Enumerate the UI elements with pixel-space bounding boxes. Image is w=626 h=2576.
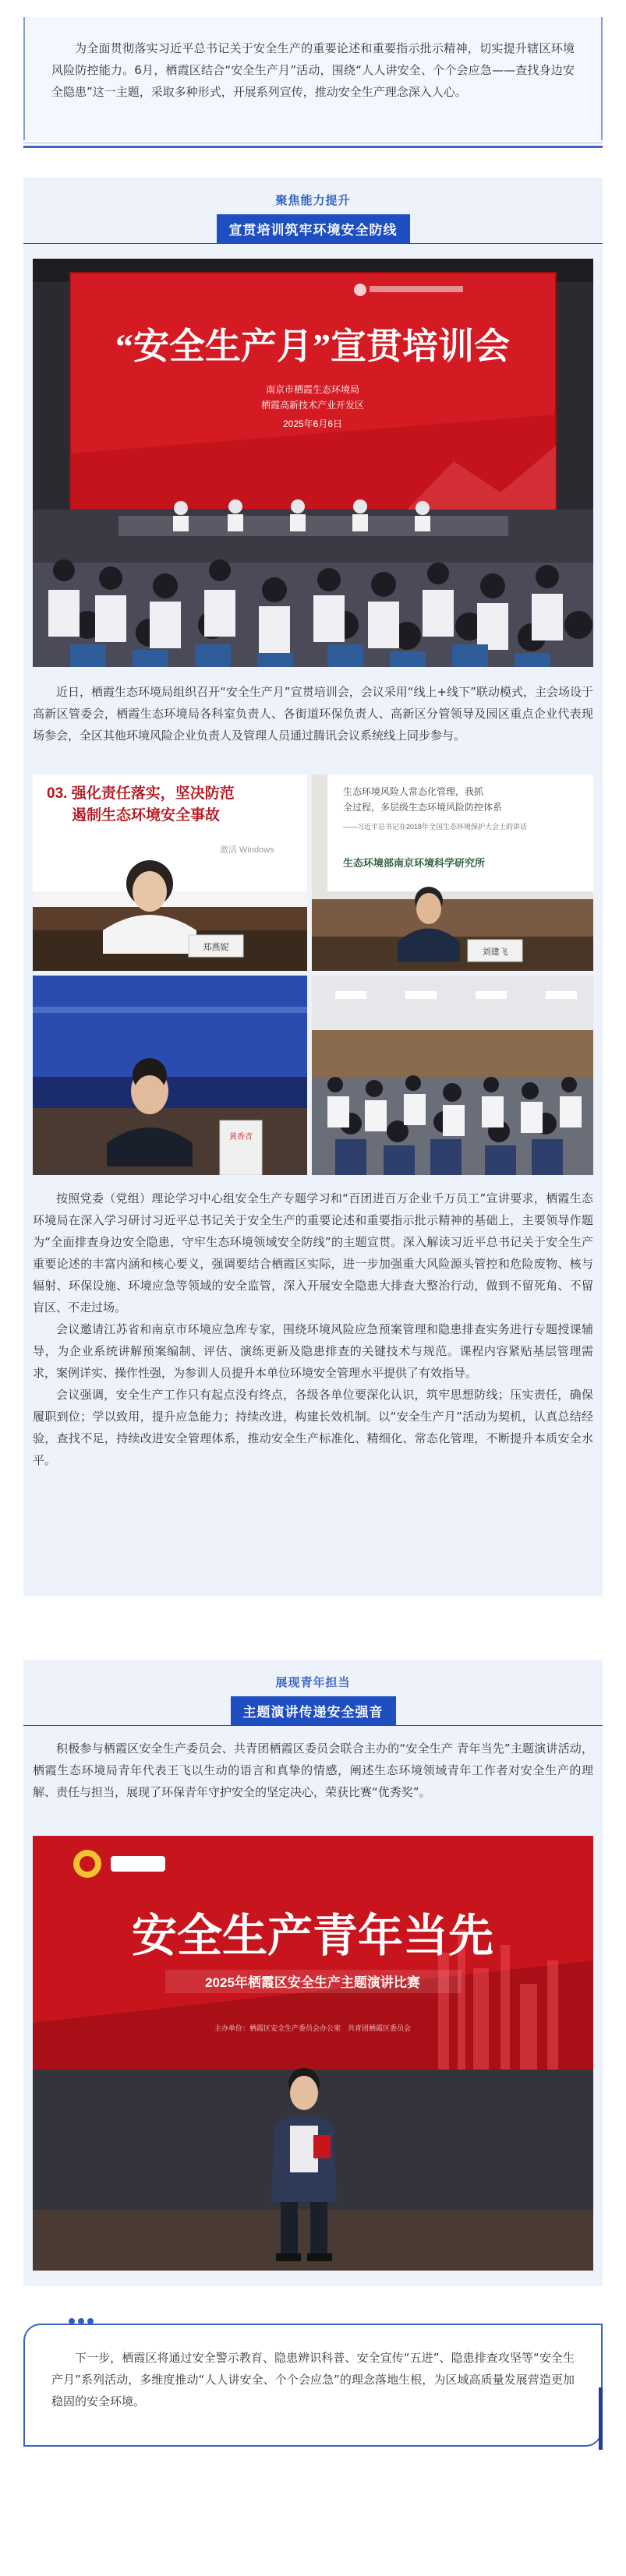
section-title: 宣贯培训筑牢环境安全防线 — [217, 214, 410, 243]
section-title: 主题演讲传递安全强音 — [231, 1696, 396, 1725]
closing-corner-accent — [579, 2387, 603, 2450]
paragraph: 积极参与栖霞区安全生产委员会、共青团栖霞区委员会联合主办的“安全生产 青年当先”主题演讲活动，栖霞生态环境局青年代表王飞以生动的语言和真挚的情感，阐述生态环境领域青年工作者对安全生产的理解、责任与担当，展现了环保青年守护安全的坚定决心，荣获比赛“优秀奖”。 — [33, 1741, 593, 1799]
photo-training-meeting — [33, 259, 593, 667]
intro-card — [23, 17, 603, 148]
paragraph: 按照党委（党组）理论学习中心组安全生产专题学习和“百团进百万企业千万员工”宣讲要求，栖霞生态环境局在深入学习研讨习近平总书记关于安全生产的重要论述和重要指示批示精神的基础上，主要领导作题为“全面排查身边安全隐患，守牢生态环境领域安全防线”的主题宣贯。深入解读习近平总书记关于安全生产重要论述的丰富内涵和核心要义，强调要结合栖霞区实际，进一步加强重大风险源头管控和危险废物、核与辐射、环保设施、环境应急等领域的安全监管，深入开展安全隐患大排查大整治行动，做到不留死角、不留盲区、不走过场。 — [33, 1191, 593, 1314]
slide-b-quote: ——习近平总书记在2018年全国生态环境保护大会上的讲话 — [343, 823, 528, 831]
photo-audience — [312, 976, 593, 1175]
section-header — [23, 192, 603, 243]
banner-org-1: 南京市栖霞生态环境局 — [265, 384, 360, 395]
paragraph: 近日，栖霞生态环境局组织召开“安全生产月”宣贯培训会，会议采用“线上+线下”联动模式，主会场设于高新区管委会，栖霞生态环境局各科室负责人、各街道环保负责人、高新区分管领导及园区重点企业代表现场参会，全区其他环境风险企业负责人及管理人员通过腾讯会议系统线上同步参与。 — [33, 685, 593, 743]
section-training — [23, 178, 603, 1596]
photo-speech-contest — [33, 1836, 593, 2271]
contest-banner-title: 安全生产青年当先 — [131, 1911, 494, 1961]
training-intro-text — [33, 681, 593, 746]
slide-a-line2: 遏制生态环境安全事故 — [72, 807, 221, 824]
intro-paragraph: 为全面贯彻落实习近平总书记关于安全生产的重要论述和重要指示批示精神，切实提升辖区环境风险防控能力。6月，栖霞区结合“安全生产月”活动，围绕“人人讲安全、个个会应急——查找身边安全隐患”这一主题，采取多种形式，开展系列宣传，推动安全生产理念深入人心。 — [51, 41, 575, 99]
section-kicker: 展现青年担当 — [275, 1675, 351, 1689]
slide-a-line1: 03. 强化责任落实，坚决防范 — [47, 785, 235, 802]
training-detail-text — [33, 1187, 593, 1471]
banner-title: “安全生产月”宣贯培训会 — [115, 326, 510, 366]
banner-org-2: 栖霞高新技术产业开发区 — [260, 400, 365, 411]
intro-divider — [23, 146, 603, 148]
slide-b-line2: 全过程，多层级生态环境风险防控体系 — [343, 802, 503, 813]
banner-date: 2025年6月6日 — [282, 418, 343, 429]
paragraph: 会议邀请江苏省和南京市环境应急库专家，围绕环境风险应急预案管理和隐患排查实务进行专题授课辅导，为企业系统讲解预案编制、评估、演练更新及隐患排查的关键技术与规范。课程内容紧贴基层管理需求，案例详实、操作性强，为参训人员提升本单位环境安全管理水平提供了有效指导。 — [33, 1322, 593, 1380]
photo-speaker-3 — [33, 976, 307, 1175]
contest-host: 主办单位：栖霞区安全生产委员会办公室 共青团栖霞区委员会 — [214, 2024, 412, 2032]
section-title-rule — [23, 1725, 603, 1726]
slide-b-line1: 生态环境风险人常态化管理，我抓 — [343, 786, 484, 797]
closing-paragraph: 下一步，栖霞区将通过安全警示教育、隐患辨识科普、安全宣传“五进”、隐患排查攻坚等“安全生产月”系列活动，多维度推动“人人讲安全、个个会应急”的理念落地生根，为区域高质量发展营造更加稳固的安全环境。 — [51, 2351, 575, 2408]
photo-speaker-1 — [33, 775, 307, 971]
nameplate-a: 郑燕妮 — [203, 943, 229, 952]
nameplate-c: 黄香青 — [229, 1133, 253, 1142]
photo-speaker-2 — [312, 775, 593, 971]
contest-banner-sub: 2025年栖霞区安全生产主题演讲比赛 — [205, 1975, 420, 1990]
paragraph: 会议强调，安全生产工作只有起点没有终点，各级各单位要深化认识，筑牢思想防线；压实责任，确保履职到位；学以致用，提升应急能力；持续改进，构建长效机制。以“安全生产月”活动为契机，认真总结经验，查找不足，持续改进安全管理体系，推动安全生产标准化、精细化、常态化管理，不断提升本质安全水平。 — [33, 1388, 593, 1467]
intro-box — [23, 17, 603, 140]
section-header — [23, 1674, 603, 1725]
closing-box — [23, 2324, 603, 2447]
youth-intro-text — [33, 1738, 593, 1803]
nameplate-b: 刘建飞 — [482, 947, 508, 957]
closing-card — [23, 2313, 603, 2449]
slide-b-org: 生态环境部南京环境科学研究所 — [343, 857, 486, 869]
section-kicker: 聚焦能力提升 — [275, 193, 351, 207]
section-youth — [23, 1660, 603, 2286]
section-title-rule — [23, 243, 603, 244]
slide-a-sub: 激活 Windows — [220, 845, 274, 855]
